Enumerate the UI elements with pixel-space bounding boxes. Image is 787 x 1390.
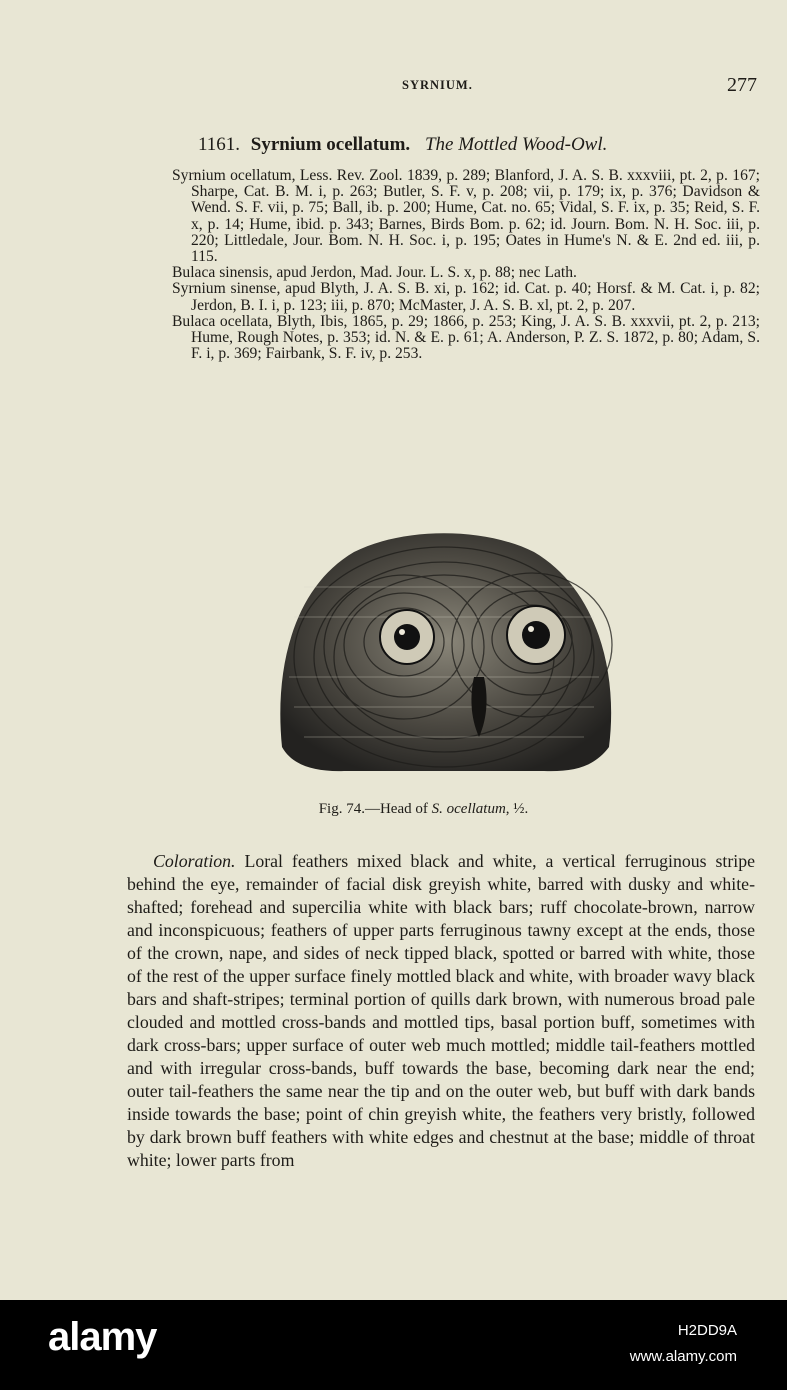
caption-scale: , ½.	[505, 801, 529, 817]
coloration-text: Loral feathers mixed black and white, a vertical ferruginous stripe behind the eye, remainder of facial disk greyish white, barred with dusky and white-shafted; forehead and supercilia white with black bars; ruff chocolate-brown, narrow and inconspicuous; feathers of upper parts ferruginous tawny except at the ends, those of the crown, nape, and sides of neck tipped black, spotted or barred with white, those of the rest of the upper surface finely mottled black and white, with broader wavy black bars and shaft-stripes; terminal portion of quills dark brown, with numerous broad pale clouded and mottled cross-bands and mottled tips, basal portion buff, sometimes with dark cross-bars; upper surface of outer web much mottled; middle tail-feathers mottled and with irregular cross-bands, buff towards the base, becoming dark near the end; outer tail-feathers the same near the tip and on the outer web, but buff with dark bands inside towards the base; point of chin greyish white, the feathers very bristly, followed by dark brown buff feathers with white edges and chestnut at the base; middle of throat white; lower parts from	[127, 851, 755, 1170]
species-name: Syrnium ocellatum.	[250, 134, 411, 155]
owl-head-illustration	[274, 527, 614, 777]
coloration-lead: Coloration.	[153, 851, 236, 871]
coloration-paragraph	[127, 850, 755, 1172]
synonym-entry: Syrnium ocellatum, Less. Rev. Zool. 1839, p. 289; Blanford, J. A. S. B. xxxviii, pt. 2, p. 167; Sharpe, Cat. B. M. i, p. 263; Butler, S. F. v, p. 208; vii, p. 179; ix, p. 376; Davidson & Wend. S. F. vii, p. 75; Ball, ib. p. 200; Hume, Cat. no. 65; Vidal, S. F. ix, p. 35; Reid, S. F. x, p. 14; Hume, ibid. p. 343; Barnes, Birds Bom. p. 62; id. Journ. Bom. N. H. Soc. iii, p. 220; Littledale, Jour. Bom. N. H. Soc. i, p. 195; Oates in Hume's N. & E. 2nd ed. iii, p. 115.	[172, 167, 760, 266]
synonym-entry: Syrnium sinense, apud Blyth, J. A. S. B. xi, p. 162; id. Cat. p. 40; Horsf. & M. Cat. i, p. 82; Jerdon, B. I. i, p. 123; iii, p. 870; McMaster, J. A. S. B. xl, pt. 2, p. 207.	[172, 280, 760, 314]
species-heading	[198, 134, 718, 156]
caption-prefix: Fig. 74.—Head of	[318, 801, 432, 817]
watermark-url: www.alamy.com	[629, 1348, 737, 1365]
synonym-entry: Bulaca ocellata, Blyth, Ibis, 1865, p. 29; 1866, p. 253; King, J. A. S. B. xxxvii, pt. 2, p. 213; Hume, Rough Notes, p. 353; id. N. & E. p. 61; A. Anderson, P. Z. S. 1872, p. 80; Adam, S. F. i, p. 369; Fairbank, S. F. iv, p. 253.	[172, 312, 760, 363]
figure-caption	[0, 801, 787, 818]
species-common-name: The Mottled Wood-Owl.	[424, 134, 608, 155]
owl-head-engraving	[274, 527, 614, 777]
synonymy-list	[172, 168, 760, 362]
running-head: SYRNIUM.	[402, 78, 473, 92]
alamy-logo: alamy	[48, 1315, 157, 1359]
synonym-entry: Bulaca sinensis, apud Jerdon, Mad. Jour. L. S. x, p. 88; nec Lath.	[172, 264, 577, 282]
page-number: 277	[727, 74, 757, 96]
species-number: 1161.	[198, 134, 241, 155]
image-id: H2DD9A	[677, 1322, 737, 1339]
caption-species: S. ocellatum	[431, 801, 506, 817]
